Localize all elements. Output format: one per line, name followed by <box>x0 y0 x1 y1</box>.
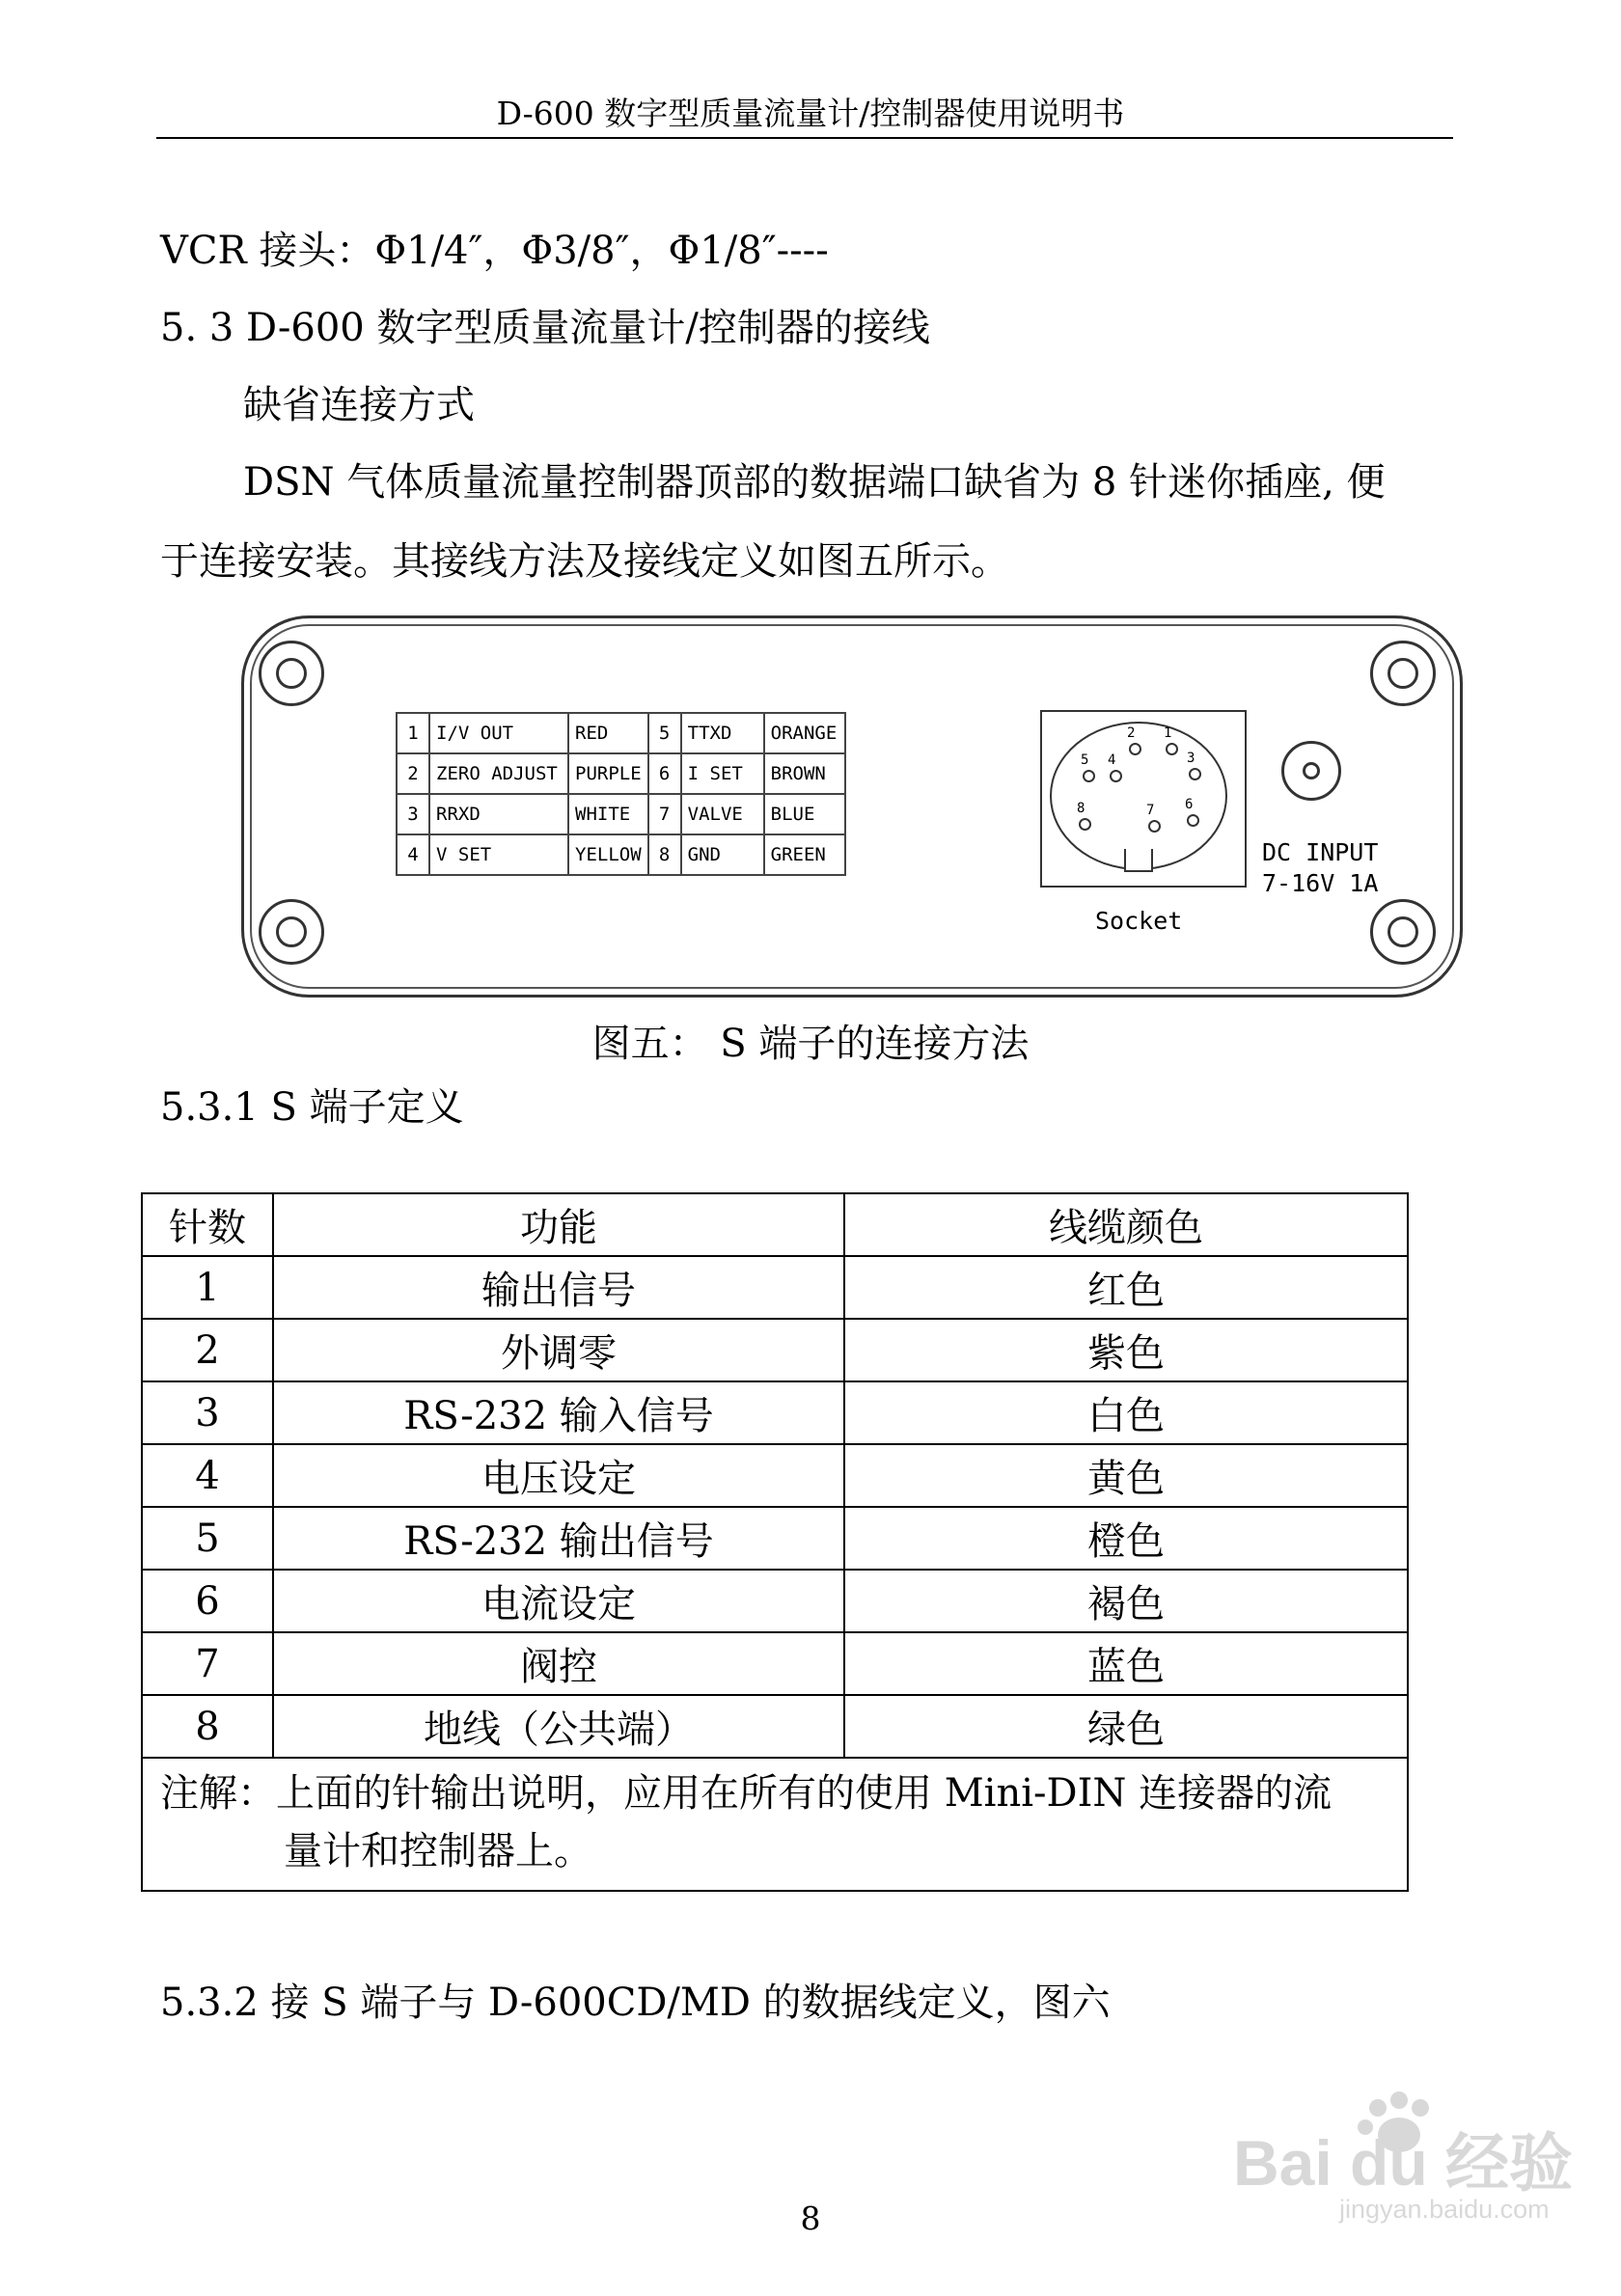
socket-pin <box>1083 770 1095 782</box>
cell-pin: 3 <box>142 1381 273 1444</box>
default-connection-heading: 缺省连接方式 <box>243 383 475 427</box>
table-row <box>142 1381 1408 1444</box>
wiring-color: GREEN <box>764 834 845 875</box>
wiring-pin-number: 2 <box>397 753 429 794</box>
cell-cable-color: 绿色 <box>844 1695 1408 1758</box>
cell-cable-color: 紫色 <box>844 1319 1408 1381</box>
wiring-function: I SET <box>681 753 764 794</box>
screw-icon <box>259 899 324 965</box>
cell-pin: 5 <box>142 1507 273 1570</box>
socket-pin <box>1189 768 1201 780</box>
wiring-row <box>397 753 845 794</box>
cell-cable-color: 蓝色 <box>844 1632 1408 1695</box>
wiring-pin-number: 4 <box>397 834 429 875</box>
socket-pin <box>1166 743 1178 755</box>
socket-pin-label: 7 <box>1146 803 1155 818</box>
section-heading-5-3: 5. 3 D-600 数字型质量流量计/控制器的接线 <box>160 306 930 350</box>
socket-pin <box>1129 743 1141 755</box>
cell-pin: 4 <box>142 1444 273 1507</box>
pin-definition-table <box>141 1192 1409 1892</box>
wiring-row <box>397 794 845 834</box>
cell-pin: 6 <box>142 1570 273 1632</box>
wiring-function: GND <box>681 834 764 875</box>
wiring-color: BLUE <box>764 794 845 834</box>
wiring-color: WHITE <box>568 794 648 834</box>
wiring-pin-number: 6 <box>648 753 681 794</box>
header-rule <box>156 137 1453 139</box>
socket-pin <box>1079 818 1091 831</box>
wiring-function: V SET <box>429 834 568 875</box>
dc-input-label-line2: 7-16V 1A <box>1262 869 1379 897</box>
dc-input-label-line1: DC INPUT <box>1262 838 1379 866</box>
wiring-pin-number: 5 <box>648 713 681 753</box>
page-number: 8 <box>800 2200 821 2237</box>
cell-cable-color: 褐色 <box>844 1570 1408 1632</box>
table-row <box>142 1319 1408 1381</box>
wiring-color: PURPLE <box>568 753 648 794</box>
wiring-color: ORANGE <box>764 713 845 753</box>
table-note-row <box>142 1758 1408 1891</box>
figure-caption: 图五： S 端子的连接方法 <box>591 1022 1030 1066</box>
paragraph-line-2: 于连接安装。其接线方法及接线定义如图五所示。 <box>160 539 1009 584</box>
socket-pin-label: 5 <box>1081 752 1089 768</box>
wiring-pin-number: 1 <box>397 713 429 753</box>
wiring-pin-number: 8 <box>648 834 681 875</box>
wiring-label-table <box>396 712 846 876</box>
cell-function: RS-232 输入信号 <box>273 1381 844 1444</box>
paragraph-line-1: DSN 气体质量流量控制器顶部的数据端口缺省为 8 针迷你插座, 便 <box>243 460 1386 505</box>
wiring-function: ZERO ADJUST <box>429 753 568 794</box>
cell-function: 电流设定 <box>273 1570 844 1632</box>
cell-function: 输出信号 <box>273 1256 844 1319</box>
wiring-color: YELLOW <box>568 834 648 875</box>
wiring-function: RRXD <box>429 794 568 834</box>
socket-pin-label: 8 <box>1077 801 1085 816</box>
cell-cable-color: 白色 <box>844 1381 1408 1444</box>
table-row <box>142 1695 1408 1758</box>
cell-function: 地线（公共端） <box>273 1695 844 1758</box>
wiring-color: RED <box>568 713 648 753</box>
socket-pin-label: 2 <box>1127 725 1136 741</box>
table-row <box>142 1444 1408 1507</box>
dc-jack-icon <box>1281 741 1341 801</box>
wiring-pin-number: 7 <box>648 794 681 834</box>
table-note-line2: 量计和控制器上。 <box>284 1829 592 1873</box>
cell-pin: 8 <box>142 1695 273 1758</box>
cell-pin: 2 <box>142 1319 273 1381</box>
table-row <box>142 1507 1408 1570</box>
cell-cable-color: 黄色 <box>844 1444 1408 1507</box>
wiring-pin-number: 3 <box>397 794 429 834</box>
col-header-function: 功能 <box>273 1193 844 1256</box>
table-row <box>142 1632 1408 1695</box>
screw-icon <box>259 641 324 706</box>
socket-pin <box>1110 770 1122 782</box>
section-heading-5-3-1: 5.3.1 S 端子定义 <box>160 1085 464 1130</box>
cell-function: 外调零 <box>273 1319 844 1381</box>
socket-pin-label: 4 <box>1108 752 1116 768</box>
wiring-function: I/V OUT <box>429 713 568 753</box>
screw-icon <box>1370 899 1436 965</box>
socket-label: Socket <box>1095 907 1183 935</box>
table-note-line1: 注解：上面的针输出说明，应用在所有的使用 Mini-DIN 连接器的流 <box>160 1771 1333 1816</box>
socket-pin-label: 3 <box>1187 751 1195 766</box>
socket-key-notch <box>1124 849 1153 872</box>
table-row <box>142 1570 1408 1632</box>
cell-cable-color: 橙色 <box>844 1507 1408 1570</box>
socket-pin <box>1187 814 1199 827</box>
table-row <box>142 1256 1408 1319</box>
cell-function: 电压设定 <box>273 1444 844 1507</box>
wiring-row <box>397 713 845 753</box>
cell-function: RS-232 输出信号 <box>273 1507 844 1570</box>
vcr-connector-line: VCR 接头：Φ1/4″，Φ3/8″，Φ1/8″---- <box>160 229 829 273</box>
socket-pin <box>1148 820 1161 833</box>
cell-cable-color: 红色 <box>844 1256 1408 1319</box>
dc-input-label <box>1262 837 1378 899</box>
col-header-color: 线缆颜色 <box>844 1193 1408 1256</box>
cell-function: 阀控 <box>273 1632 844 1695</box>
watermark-brand: Bai du 经验 <box>1233 2127 1574 2199</box>
wiring-color: BROWN <box>764 753 845 794</box>
screw-icon <box>1370 641 1436 706</box>
wiring-function: TTXD <box>681 713 764 753</box>
socket-pin-label: 6 <box>1185 797 1194 812</box>
table-header-row <box>142 1193 1408 1256</box>
table-note <box>142 1758 1408 1891</box>
watermark-url: jingyan.baidu.com <box>1339 2195 1550 2224</box>
section-heading-5-3-2: 5.3.2 接 S 端子与 D-600CD/MD 的数据线定义，图六 <box>160 1981 1111 2025</box>
cell-pin: 7 <box>142 1632 273 1695</box>
cell-pin: 1 <box>142 1256 273 1319</box>
socket-pin-label: 1 <box>1164 725 1172 741</box>
wiring-function: VALVE <box>681 794 764 834</box>
col-header-pin: 针数 <box>142 1193 273 1256</box>
wiring-row <box>397 834 845 875</box>
running-header: D-600 数字型质量流量计/控制器使用说明书 <box>496 95 1125 132</box>
